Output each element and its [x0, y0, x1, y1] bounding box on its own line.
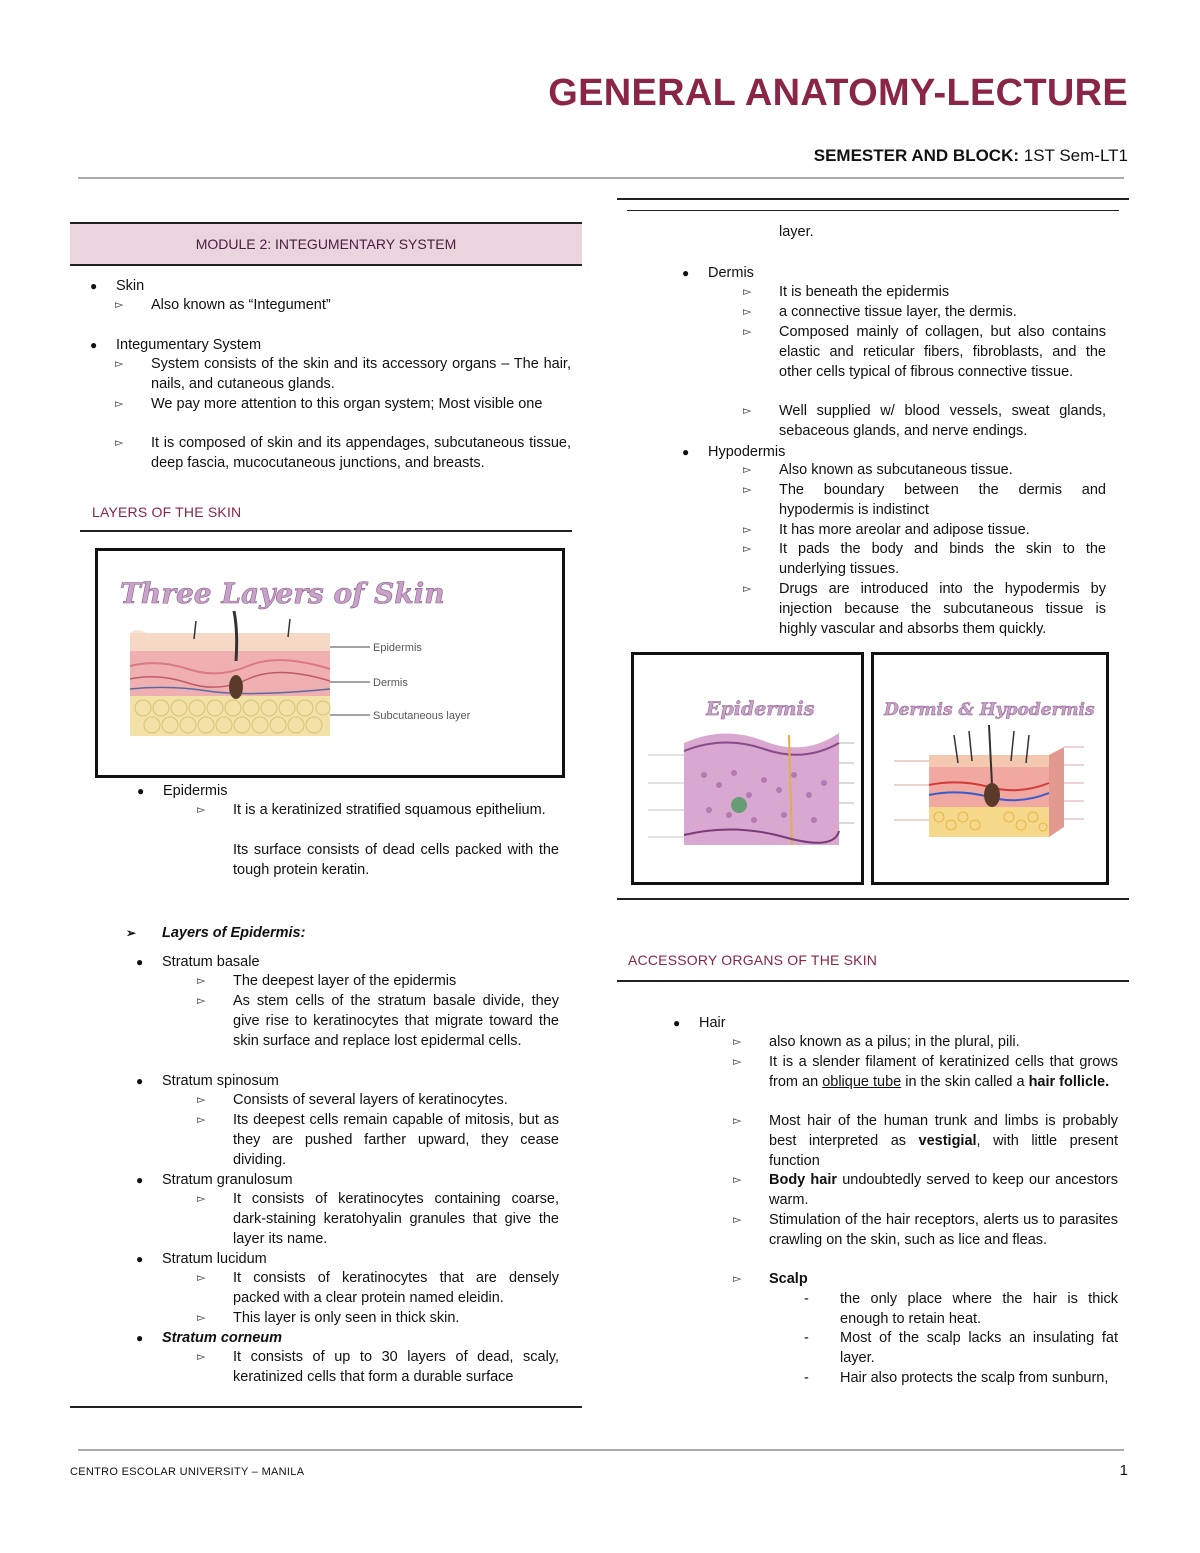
- bullet-icon: ●: [136, 955, 144, 969]
- list-item: ▻ System consists of the skin and its accessory organs – The hair, nails, and cutaneous glands.: [115, 356, 571, 392]
- sub-bullet-icon: ▻: [197, 1094, 206, 1106]
- list-item-integumentary: ● Integumentary System: [90, 337, 262, 353]
- module-title-box: [70, 222, 582, 266]
- list-item: ▻ It has more areolar and adipose tissue.: [779, 521, 1106, 541]
- sub-bullet-icon: ▻: [733, 1056, 742, 1068]
- list-item: ▻ The deepest layer of the epidermis: [233, 972, 559, 992]
- list-item: ▻ Body hair undoubtedly served to keep our ancestors warm.: [733, 1172, 1118, 1208]
- bullet-icon: ●: [682, 445, 690, 459]
- right-column-top-divider-2: [627, 210, 1119, 211]
- bullet-icon: ●: [136, 1252, 144, 1266]
- footer-divider: [78, 1449, 1124, 1451]
- list-item: ▻ Also known as subcutaneous tissue.: [779, 461, 1106, 481]
- diagram-label-epidermis: Epidermis: [373, 642, 422, 654]
- list-item: ▻ It pads the body and binds the skin to the underlying tissues.: [743, 541, 1106, 577]
- sub-bullet-icon: ▻: [743, 464, 752, 476]
- list-item-scalp: ▻ Scalp: [769, 1270, 1118, 1290]
- list-item: ▻ It is composed of skin and its appendages, subcutaneous tissue, deep fascia, mucocutaneous junctions, and breasts.: [115, 435, 571, 471]
- dermis-diagram-title: Dermis & Hypodermis: [884, 700, 1095, 720]
- page-number: 1: [1119, 1462, 1128, 1479]
- list-item: ▻ Also known as “Integument”: [151, 296, 571, 316]
- accessory-organs-heading: ACCESSORY ORGANS OF THE SKIN: [628, 952, 878, 968]
- sub-bullet-icon: ▻: [733, 1214, 742, 1226]
- list-item: ▻ Composed mainly of collagen, but also contains elastic and reticular fibers, fibroblasts, and the other cells typical of fibrous connective tissue.: [743, 324, 1106, 380]
- sub-bullet-icon: ▻: [197, 1193, 206, 1205]
- sub-bullet-icon: ▻: [115, 358, 124, 370]
- sub-bullet-icon: ▻: [197, 1272, 206, 1284]
- sub-bullet-icon: ▻: [197, 1312, 206, 1324]
- right-column-top-divider: [617, 198, 1129, 200]
- sub-bullet-icon: ▻: [115, 398, 124, 410]
- list-item: ▻ Drugs are introduced into the hypodermis by injection because the subcutaneous tissue is highly vascular and absorbs them quickly.: [743, 581, 1106, 637]
- semester-value: 1ST Sem-LT1: [1023, 146, 1128, 165]
- list-item-epidermis: ● Epidermis: [137, 783, 228, 799]
- list-item-stratum-corneum: ● Stratum corneum: [136, 1330, 283, 1346]
- layers-of-epidermis-heading: ➢ Layers of Epidermis:: [126, 925, 306, 941]
- sub-bullet-icon: ▻: [743, 583, 752, 595]
- list-item: ▻ It consists of up to 30 layers of dead, scaly, keratinized cells that form a durable surface: [197, 1349, 559, 1385]
- dash-bullet: -: [804, 1370, 809, 1386]
- diagram-label-subcutaneous: Subcutaneous layer: [373, 710, 471, 722]
- list-item-stratum-lucidum: ● Stratum lucidum: [136, 1251, 267, 1267]
- sub-bullet-icon: ▻: [115, 299, 124, 311]
- header-divider: [78, 177, 1124, 179]
- list-item-stratum-granulosum: ● Stratum granulosum: [136, 1172, 293, 1188]
- list-item: ▻ Its deepest cells remain capable of mitosis, but as they are pushed farther upward, they cease dividing.: [197, 1112, 559, 1168]
- arrow-bullet-icon: ➢: [126, 926, 137, 940]
- diagram-title: Three Layers of Skin: [120, 577, 445, 610]
- semester-line: [814, 146, 1128, 166]
- sub-bullet-icon: ▻: [197, 995, 206, 1007]
- list-item: ▻ We pay more attention to this organ system; Most visible one: [151, 395, 571, 415]
- sub-bullet-icon: ▻: [743, 405, 752, 417]
- module-title: MODULE 2: INTEGUMENTARY SYSTEM: [195, 236, 457, 252]
- list-item: ▻ It is a slender filament of keratinized cells that grows from an oblique tube in the skin called a hair follicle.: [733, 1054, 1118, 1090]
- bullet-icon: ●: [682, 266, 690, 280]
- list-item: ▻ Well supplied w/ blood vessels, sweat glands, sebaceous glands, and nerve endings.: [743, 403, 1106, 439]
- epidermis-diagram-title: Epidermis: [706, 698, 815, 720]
- epidermis-illustration: [634, 655, 861, 882]
- list-item: ▻ As stem cells of the stratum basale divide, they give rise to keratinocytes that migrate toward the skin surface and replace lost epidermal cells.: [197, 993, 559, 1049]
- dash-bullet: -: [804, 1291, 809, 1307]
- dermis-hypodermis-illustration: [874, 655, 1106, 882]
- footer-school: CENTRO ESCOLAR UNIVERSITY – MANILA: [70, 1466, 305, 1478]
- list-item: ▻ It consists of keratinocytes that are densely packed with a clear protein named eleidin.: [197, 1270, 559, 1306]
- list-item-hypodermis: ● Hypodermis: [682, 444, 786, 460]
- sub-bullet-icon: ▻: [743, 543, 752, 555]
- list-item-stratum-basale: ● Stratum basale: [136, 954, 260, 970]
- list-item: ▻ This layer is only seen in thick skin.: [233, 1309, 559, 1329]
- list-item: Its surface consists of dead cells packed with the tough protein keratin.: [233, 842, 559, 878]
- skin-layers-illustration: [98, 551, 562, 775]
- sub-bullet-icon: ▻: [197, 1114, 206, 1126]
- list-item: ▻ a connective tissue layer, the dermis.: [779, 303, 1106, 323]
- dash-bullet: -: [804, 1330, 809, 1346]
- sub-bullet-icon: ▻: [743, 524, 752, 536]
- list-item: ▻ Consists of several layers of keratinocytes.: [233, 1091, 559, 1111]
- sub-bullet-icon: ▻: [733, 1115, 742, 1127]
- list-item: - Hair also protects the scalp from sunburn,: [840, 1369, 1118, 1389]
- list-item-stratum-spinosum: ● Stratum spinosum: [136, 1073, 279, 1089]
- list-item-hair: ● Hair: [673, 1015, 726, 1031]
- dermis-hypodermis-diagram: [871, 652, 1109, 885]
- sub-bullet-icon: ▻: [743, 306, 752, 318]
- list-item: ▻ It is beneath the epidermis: [779, 283, 1106, 303]
- sub-bullet-icon: ▻: [743, 326, 752, 338]
- diagram-label-dermis: Dermis: [373, 677, 408, 689]
- sub-bullet-icon: ▻: [733, 1036, 742, 1048]
- layers-heading: LAYERS OF THE SKIN: [92, 504, 242, 520]
- list-item-skin: ● Skin: [90, 278, 145, 294]
- list-item: ▻ The boundary between the dermis and hypodermis is indistinct: [743, 482, 1106, 518]
- page-title: GENERAL ANATOMY-LECTURE: [548, 72, 1128, 114]
- sub-bullet-icon: ▻: [743, 484, 752, 496]
- sub-bullet-icon: ▻: [743, 286, 752, 298]
- section-divider: [80, 530, 572, 532]
- semester-label: SEMESTER AND BLOCK:: [813, 146, 1020, 165]
- sub-bullet-icon: ▻: [197, 1351, 206, 1363]
- list-item: ▻ Most hair of the human trunk and limbs is probably best interpreted as vestigial, with little present function: [733, 1113, 1118, 1169]
- list-item: ▻ It consists of keratinocytes containing coarse, dark-staining keratohyalin granules that give the layer its name.: [197, 1191, 559, 1247]
- bullet-icon: ●: [136, 1331, 144, 1345]
- bullet-icon: ●: [673, 1016, 681, 1030]
- list-item-dermis: ● Dermis: [682, 265, 754, 281]
- bullet-icon: ●: [90, 279, 98, 293]
- sub-bullet-icon: ▻: [733, 1174, 742, 1186]
- image-bottom-divider: [617, 898, 1129, 900]
- section-divider: [617, 980, 1129, 982]
- sub-bullet-icon: ▻: [197, 975, 206, 987]
- list-item: ▻ Stimulation of the hair receptors, alerts us to parasites crawling on the skin, such as lice and fleas.: [733, 1212, 1118, 1248]
- list-item: - Most of the scalp lacks an insulating fat layer.: [804, 1330, 1118, 1366]
- list-item: - the only place where the hair is thick enough to retain heat.: [804, 1291, 1118, 1327]
- bullet-icon: ●: [137, 784, 145, 798]
- bullet-icon: ●: [136, 1074, 144, 1088]
- bullet-icon: ●: [90, 338, 98, 352]
- bullet-icon: ●: [136, 1173, 144, 1187]
- left-column-bottom-divider: [70, 1406, 582, 1408]
- continued-text: layer.: [779, 224, 814, 240]
- skin-layers-diagram: [95, 548, 565, 778]
- sub-bullet-icon: ▻: [115, 437, 124, 449]
- sub-bullet-icon: ▻: [197, 804, 206, 816]
- epidermis-diagram: [631, 652, 864, 885]
- sub-bullet-icon: ▻: [733, 1273, 742, 1285]
- list-item: ▻ It is a keratinized stratified squamous epithelium.: [233, 801, 559, 821]
- list-item: ▻ also known as a pilus; in the plural, pili.: [769, 1033, 1118, 1053]
